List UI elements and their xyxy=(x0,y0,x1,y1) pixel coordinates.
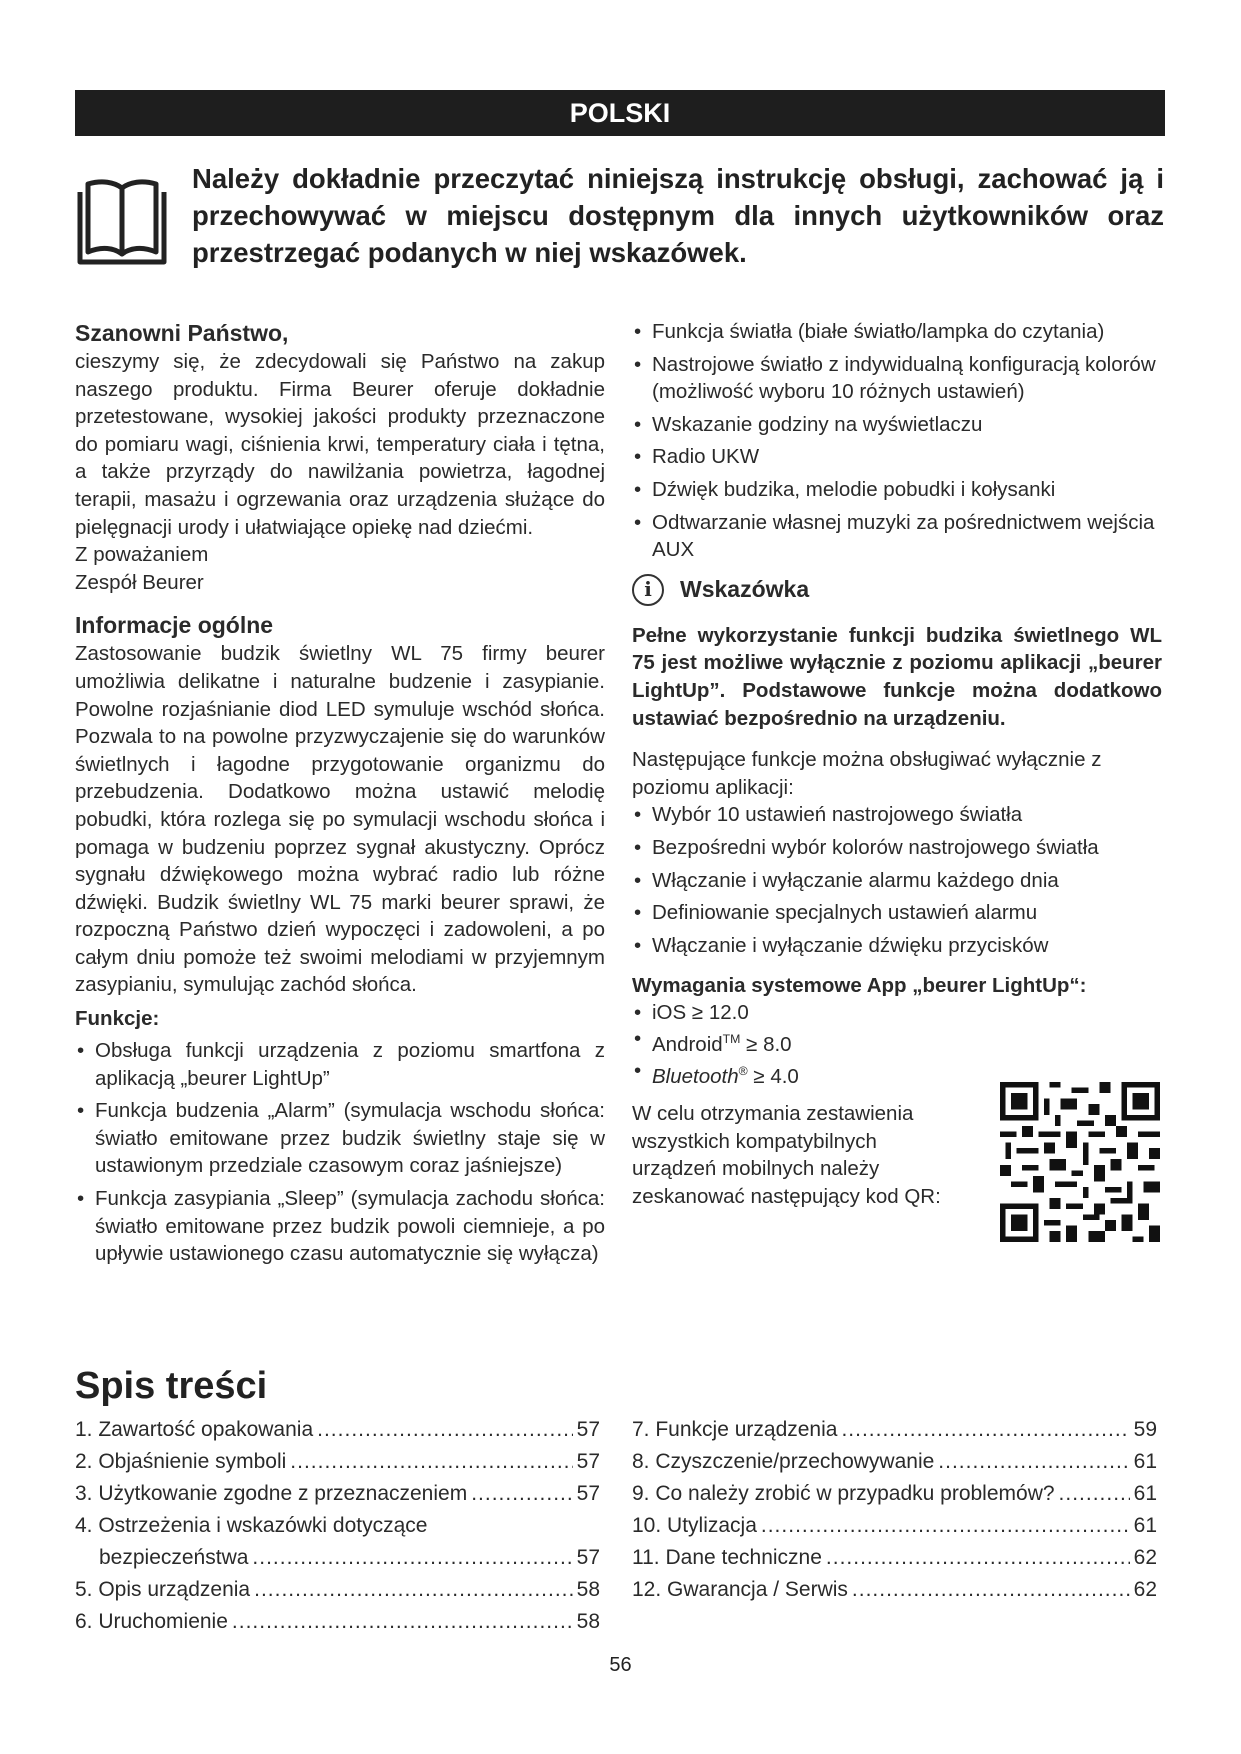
requirements-list xyxy=(632,1000,1162,1090)
functions-list-left xyxy=(75,1037,605,1268)
toc-entry[interactable]: bezpieczeństwa ..... 57 xyxy=(75,1542,600,1574)
toc-entry[interactable]: 4. Ostrzeżenia i wskazówki dotyczące xyxy=(75,1514,428,1537)
list-item: • iOS ≥ 12.0 xyxy=(632,1000,1162,1026)
list-item: • Wskazanie godziny na wyświetlaczu xyxy=(632,411,1162,439)
page-number: 56 xyxy=(609,1654,632,1676)
list-item: • Wybór 10 ustawień nastrojowego światła xyxy=(632,801,1162,829)
greeting-title: Szanowni Państwo, xyxy=(75,320,289,346)
list-item: • Włączanie i wyłączanie dźwięku przycisków xyxy=(632,932,1162,960)
toc-entry[interactable]: 12. Gwarancja / Serwis ..... 62 xyxy=(632,1574,1157,1606)
toc-entry[interactable]: 8. Czyszczenie/przechowywanie ..... 61 xyxy=(632,1446,1157,1478)
list-item: • Odtwarzanie własnej muzyki za pośrednictwem wejścia AUX xyxy=(632,509,1162,564)
note-heading xyxy=(632,574,1162,606)
note-title: Wskazówka xyxy=(680,575,810,602)
functions-list-right xyxy=(632,318,1162,564)
toc-entry[interactable]: 7. Funkcje urządzenia ..... 59 xyxy=(632,1414,1157,1446)
list-item: • Bluetooth® ≥ 4.0 xyxy=(632,1058,1162,1090)
requirements-title: Wymagania systemowe App „beurer LightUp“: xyxy=(632,974,1087,998)
list-item: • Definiowanie specjalnych ustawień alarmu xyxy=(632,899,1162,927)
book-manual-icon xyxy=(72,170,172,270)
toc-entry[interactable]: 10. Utylizacja ..... 61 xyxy=(632,1510,1157,1542)
list-item: • Funkcja budzenia „Alarm” (symulacja wschodu słońca: światło emitowane przez budzik świetlny staje się w ustawionym przedziale czasowym coraz jaśniejsze) xyxy=(75,1097,605,1180)
info-icon: i xyxy=(632,574,664,606)
toc-title: Spis treści xyxy=(75,1365,268,1407)
app-functions-list xyxy=(632,801,1162,959)
left-column xyxy=(75,318,605,1273)
list-item: • Android™ ≥ 8.0 xyxy=(632,1026,1162,1058)
general-title: Informacje ogólne xyxy=(75,612,274,639)
greeting-body: cieszymy się, że zdecydowali się Państwo na zakup naszego produktu. Firma Beurer oferuje dokładnie przetestowane, wysokiej jakości produkty przeznaczone do pomiaru wagi, ciśnienia krwi, temperatury ciała i tętna, a także przyrządy do nawilżania powietrza, łagodnej terapii, masażu i ogrzewania oraz urządzenia służące do pielęgnacji urody i ułatwiające opiekę nad dziećmi. xyxy=(75,350,605,539)
intro-warning: Należy dokładnie przeczytać niniejszą instrukcję obsługi, zachować ją i przechowywać w miejscu dostępnym dla innych użytkowników oraz przestrzegać podanych w niej wskazówek. xyxy=(192,163,1164,268)
list-item: • Funkcja światła (białe światło/lampka do czytania) xyxy=(632,318,1162,346)
toc-right-column xyxy=(632,1414,1157,1606)
right-column xyxy=(632,318,1162,1210)
greeting-signature: Zespół Beurer xyxy=(75,570,204,594)
toc-entry[interactable]: 2. Objaśnienie symboli ..... 57 xyxy=(75,1446,600,1478)
toc-entry[interactable]: 3. Użytkowanie zgodne z przeznaczeniem ..... 57 xyxy=(75,1478,600,1510)
functions-title: Funkcje: xyxy=(75,1007,160,1031)
toc-entry[interactable]: 9. Co należy zrobić w przypadku problemów? ..... 61 xyxy=(632,1478,1157,1510)
list-item: • Włączanie i wyłączanie alarmu każdego dnia xyxy=(632,867,1162,895)
language-header: POLSKI xyxy=(75,90,1165,136)
qr-code[interactable] xyxy=(1000,1082,1160,1242)
toc-entry[interactable]: 5. Opis urządzenia ..... 58 xyxy=(75,1574,600,1606)
qr-instructions: W celu otrzymania zestawienia wszystkich kompatybilnych urządzeń mobilnych należy zeskanować następujący kod QR: xyxy=(632,1101,941,1208)
list-item: • Radio UKW xyxy=(632,443,1162,471)
greeting-closing: Z poważaniem xyxy=(75,543,209,567)
app-intro: Następujące funkcje można obsługiwać wyłącznie z poziomu aplikacji: xyxy=(632,748,1102,799)
toc-entry[interactable]: 1. Zawartość opakowania ..... 57 xyxy=(75,1414,600,1446)
toc-left-column xyxy=(75,1414,600,1638)
list-item: • Dźwięk budzika, melodie pobudki i kołysanki xyxy=(632,476,1162,504)
list-item: • Bezpośredni wybór kolorów nastrojowego światła xyxy=(632,834,1162,862)
toc-entry[interactable]: 11. Dane techniczne ..... 62 xyxy=(632,1542,1157,1574)
toc-entry[interactable]: 6. Uruchomienie ..... 58 xyxy=(75,1606,600,1638)
general-body: Zastosowanie budzik świetlny WL 75 firmy beurer umożliwia delikatne i naturalne budzenie i zasypianie. Powolne rozjaśnianie diod LED symuluje wschód słońca. Pozwala to na powolne przyzwyczajenie się do warunków świetlnych i łagodne przygotowanie organizmu do przebudzenia. Dodatkowo można ustawić melodię pobudki, która rozlega się po symulacji wschodu słońca i pomaga w budzeniu poprzez sygnał akustyczny. Oprócz sygnału dźwiękowego można wybrać radio lub różne dźwięki. Budzik świetlny WL 75 marki beurer sprawi, że rozpoczną Państwo dzień wypoczęci i zadowoleni, a po całym dniu pomoże też swoimi melodiami w przyjemnym zasypianiu, symulując zachód słońca. xyxy=(75,642,605,997)
list-item: • Obsługa funkcji urządzenia z poziomu smartfona z aplikacją „beurer LightUp” xyxy=(75,1037,605,1092)
note-bold-text: Pełne wykorzystanie funkcji budzika świetlnego WL 75 jest możliwe wyłącznie z poziomu aplikacji „beurer LightUp”. Podstawowe funkcje można dodatkowo ustawiać bezpośrednio na urządzeniu. xyxy=(632,623,1162,730)
list-item: • Funkcja zasypiania „Sleep” (symulacja zachodu słońca: światło emitowane przez budzik powoli ciemnieje, a po upływie ustawionego czasu automatycznie się wyłącza) xyxy=(75,1185,605,1268)
list-item: • Nastrojowe światło z indywidualną konfiguracją kolorów (możliwość wyboru 10 różnych ustawień) xyxy=(632,351,1162,406)
